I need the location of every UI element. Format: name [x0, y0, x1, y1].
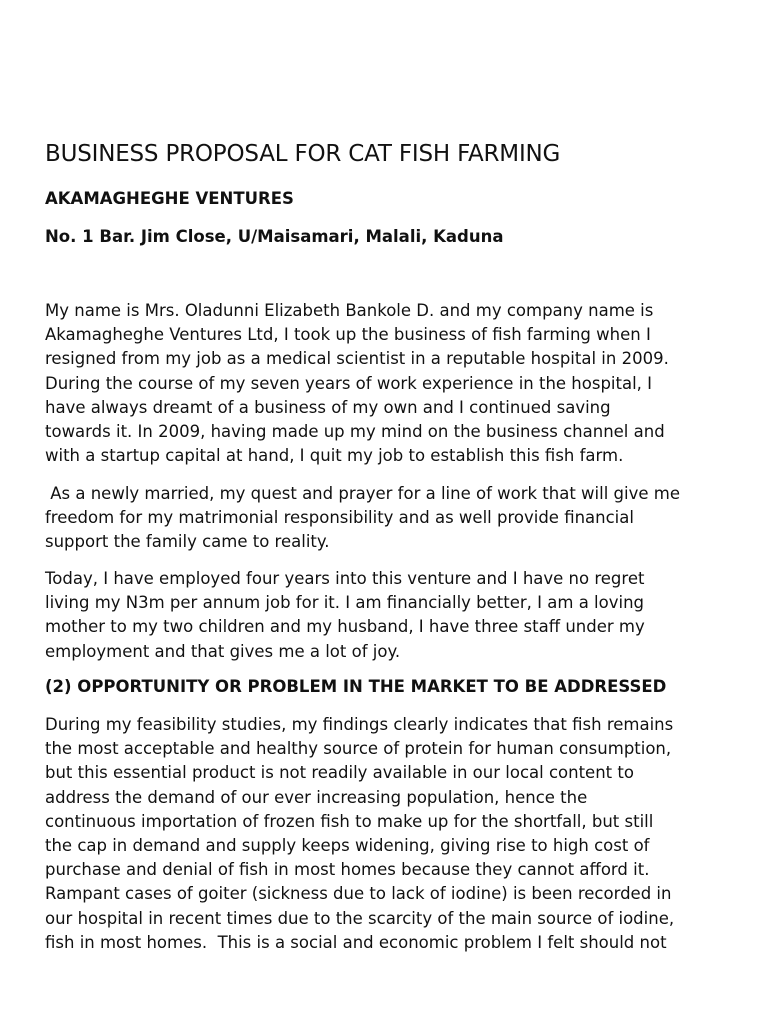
text-line: support the family came to reality. [45, 532, 330, 552]
text-line: with a startup capital at hand, I quit my job to establish this fish farm. [45, 446, 624, 466]
text-line: living my N3m per annum job for it. I am financially better, I am a loving [45, 593, 645, 613]
text-line: Today, I have employed four years into this venture and I have no regret [45, 569, 645, 588]
text-line: During my feasibility studies, my findings clearly indicates that fish remains [45, 715, 674, 734]
section-heading: (2) OPPORTUNITY OR PROBLEM IN THE MARKET TO BE ADDRESSED [45, 677, 667, 696]
text-line: towards it. In 2009, having made up my mind on the business channel and [45, 422, 665, 442]
text-line: the cap in demand and supply keeps widening, giving rise to high cost of [45, 836, 650, 856]
text-line: fish in most homes. This is a social and economic problem I felt should not [45, 932, 667, 952]
paragraph-introduction [45, 299, 735, 468]
text-line: freedom for my matrimonial responsibility and as well provide financial [45, 508, 634, 528]
text-line: Akamagheghe Ventures Ltd, I took up the business of fish farming when I [45, 325, 651, 345]
text-line: address the demand of our ever increasing population, hence the [45, 787, 588, 807]
paragraph-motivation [45, 482, 735, 555]
text-line: purchase and denial of fish in most homes because they cannot afford it. [45, 860, 650, 880]
text-line: mother to my two children and my husband, I have three staff under my [45, 617, 645, 637]
company-address: No. 1 Bar. Jim Close, U/Maisamari, Malali, Kaduna [45, 227, 504, 246]
document-title: BUSINESS PROPOSAL FOR CAT FISH FARMING [45, 141, 561, 167]
text-line: the most acceptable and healthy source of protein for human consumption, [45, 739, 672, 759]
company-name: AKAMAGHEGHE VENTURES [45, 189, 294, 208]
paragraph-today [45, 567, 735, 664]
text-line: employment and that gives me a lot of joy. [45, 641, 401, 661]
text-line: resigned from my job as a medical scientist in a reputable hospital in 2009. [45, 349, 669, 369]
text-line: During the course of my seven years of work experience in the hospital, I [45, 373, 653, 393]
text-line: Rampant cases of goiter (sickness due to lack of iodine) is been recorded in [45, 884, 672, 904]
text-line: continuous importation of frozen fish to make up for the shortfall, but still [45, 811, 654, 831]
text-line: As a newly married, my quest and prayer for a line of work that will give me [45, 484, 680, 503]
text-line: our hospital in recent times due to the scarcity of the main source of iodine, [45, 908, 675, 928]
text-line: but this essential product is not readily available in our local content to [45, 763, 634, 783]
text-line: have always dreamt of a business of my own and I continued saving [45, 397, 611, 417]
paragraph-opportunity [45, 713, 735, 955]
text-line: My name is Mrs. Oladunni Elizabeth Bankole D. and my company name is [45, 301, 654, 320]
